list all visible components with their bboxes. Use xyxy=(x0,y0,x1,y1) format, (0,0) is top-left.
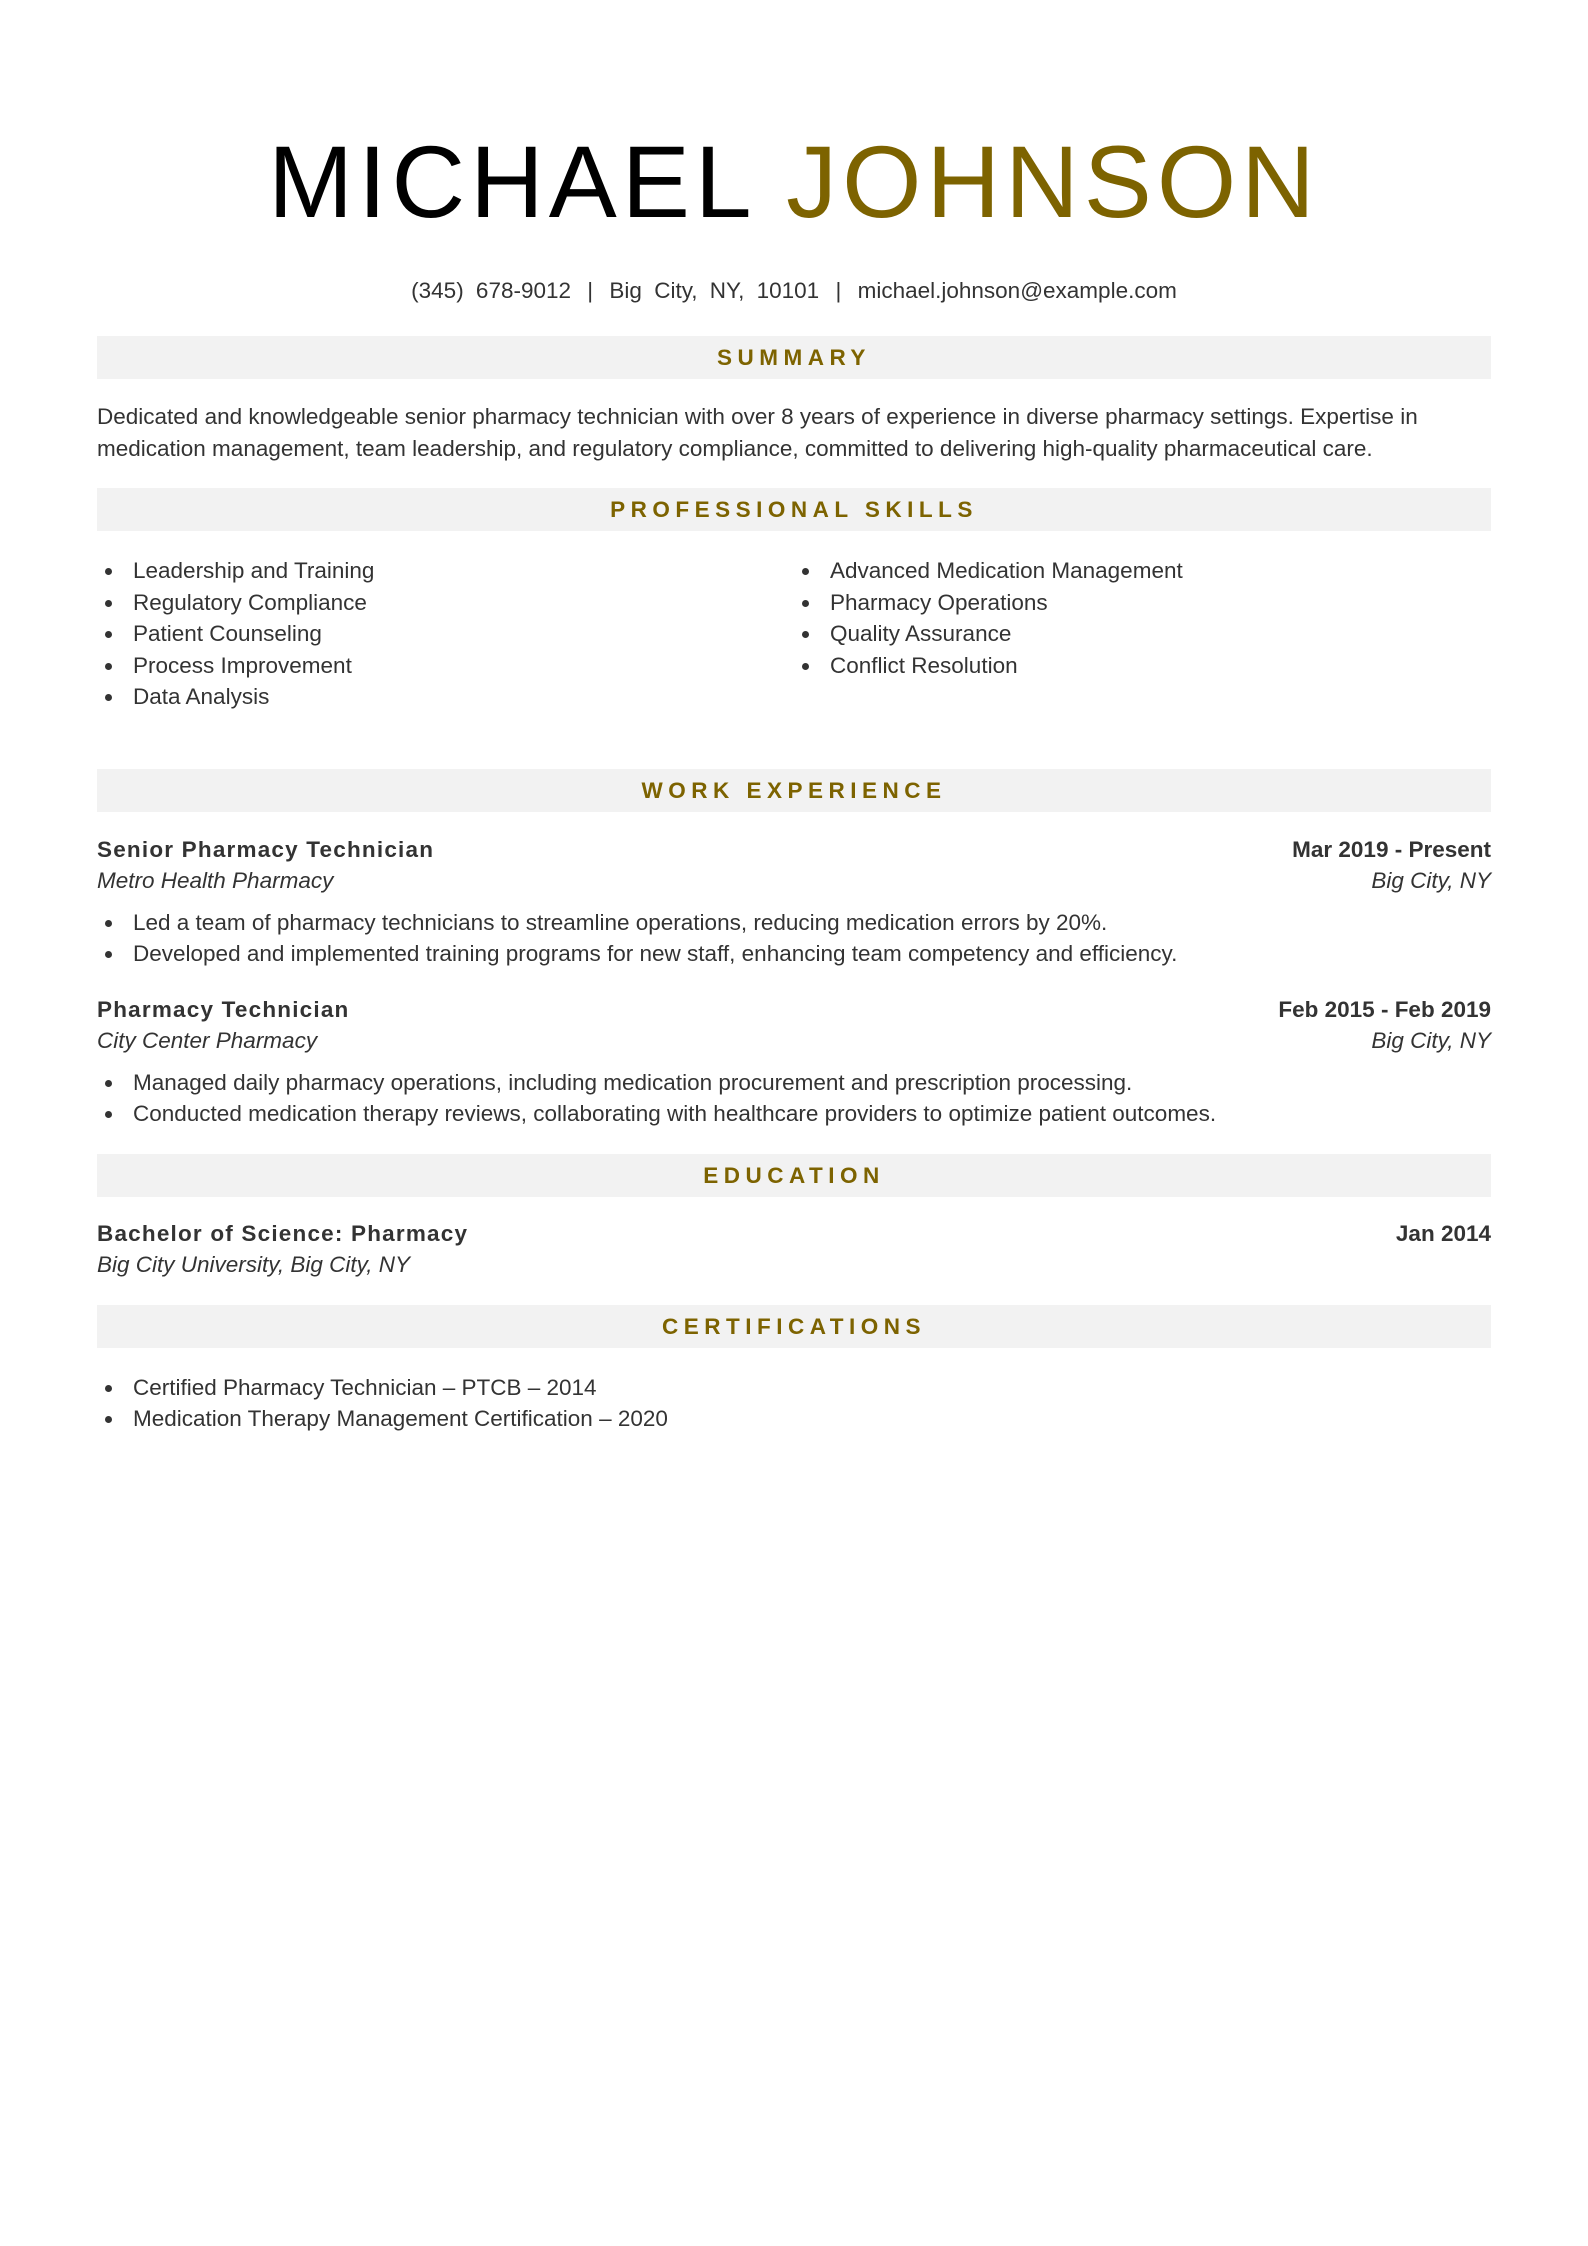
skill-item: Regulatory Compliance xyxy=(97,587,794,619)
skill-item: Quality Assurance xyxy=(794,618,1491,650)
job-dates: Feb 2015 - Feb 2019 xyxy=(1278,996,1491,1022)
skills-list xyxy=(97,555,1491,713)
job-bullets xyxy=(97,907,1491,970)
certification-item: Medication Therapy Management Certification – 2020 xyxy=(97,1403,1491,1435)
education-entry xyxy=(97,1218,1491,1281)
certifications-list xyxy=(97,1372,1491,1435)
education-heading: EDUCATION xyxy=(97,1154,1491,1197)
first-name: MICHAEL xyxy=(268,125,753,239)
certifications-heading: CERTIFICATIONS xyxy=(97,1305,1491,1348)
job-title: Pharmacy Technician xyxy=(97,996,350,1022)
skills-column-right xyxy=(794,555,1491,713)
job-title: Senior Pharmacy Technician xyxy=(97,836,435,862)
job-bullet: Developed and implemented training programs for new staff, enhancing team competency and efficiency. xyxy=(97,938,1491,970)
skill-item: Advanced Medication Management xyxy=(794,555,1491,587)
skill-item: Data Analysis xyxy=(97,681,794,713)
job-bullet: Led a team of pharmacy technicians to streamline operations, reducing medication errors by 20%. xyxy=(97,907,1491,939)
job-location: Big City, NY xyxy=(1371,868,1491,893)
summary-heading: SUMMARY xyxy=(97,336,1491,379)
experience-heading: WORK EXPERIENCE xyxy=(97,769,1491,812)
job-subheader xyxy=(97,1025,1491,1057)
job-entry xyxy=(97,834,1491,970)
school: Big City University, Big City, NY xyxy=(97,1252,410,1277)
skill-item: Leadership and Training xyxy=(97,555,794,587)
skill-item: Conflict Resolution xyxy=(794,650,1491,682)
job-bullet: Managed daily pharmacy operations, including medication procurement and prescription processing. xyxy=(97,1067,1491,1099)
last-name: JOHNSON xyxy=(786,125,1320,239)
candidate-name xyxy=(97,0,1491,240)
skill-item: Process Improvement xyxy=(97,650,794,682)
graduation-date: Jan 2014 xyxy=(1395,1220,1491,1246)
education-header xyxy=(97,1218,1491,1250)
job-company: Metro Health Pharmacy xyxy=(97,868,334,893)
job-dates: Mar 2019 - Present xyxy=(1292,836,1491,862)
job-location: Big City, NY xyxy=(1371,1028,1491,1053)
skills-column-left xyxy=(97,555,794,713)
education-subheader xyxy=(97,1249,1491,1281)
skill-item: Pharmacy Operations xyxy=(794,587,1491,619)
degree: Bachelor of Science: Pharmacy xyxy=(97,1220,469,1246)
job-company: City Center Pharmacy xyxy=(97,1028,318,1053)
contact-line xyxy=(97,276,1491,306)
skills-heading: PROFESSIONAL SKILLS xyxy=(97,488,1491,531)
contact-separator: | xyxy=(835,278,842,303)
job-entry xyxy=(97,994,1491,1130)
email-address: michael.johnson@example.com xyxy=(857,278,1177,303)
job-bullet: Conducted medication therapy reviews, collaborating with healthcare providers to optimize patient outcomes. xyxy=(97,1098,1491,1130)
job-bullets xyxy=(97,1067,1491,1130)
job-header xyxy=(97,994,1491,1026)
summary-text: Dedicated and knowledgeable senior pharmacy technician with over 8 years of experience in diverse pharmacy settings. Expertise in medication management, team leadership, and regulatory compliance, committed to delivering high-quality pharmaceutical care. xyxy=(97,404,1418,461)
location: Big City, NY, 10101 xyxy=(609,278,820,303)
skill-item: Patient Counseling xyxy=(97,618,794,650)
phone-number: (345) 678-9012 xyxy=(411,278,572,303)
contact-separator: | xyxy=(587,278,594,303)
job-header xyxy=(97,834,1491,866)
certification-item: Certified Pharmacy Technician – PTCB – 2014 xyxy=(97,1372,1491,1404)
job-subheader xyxy=(97,865,1491,897)
